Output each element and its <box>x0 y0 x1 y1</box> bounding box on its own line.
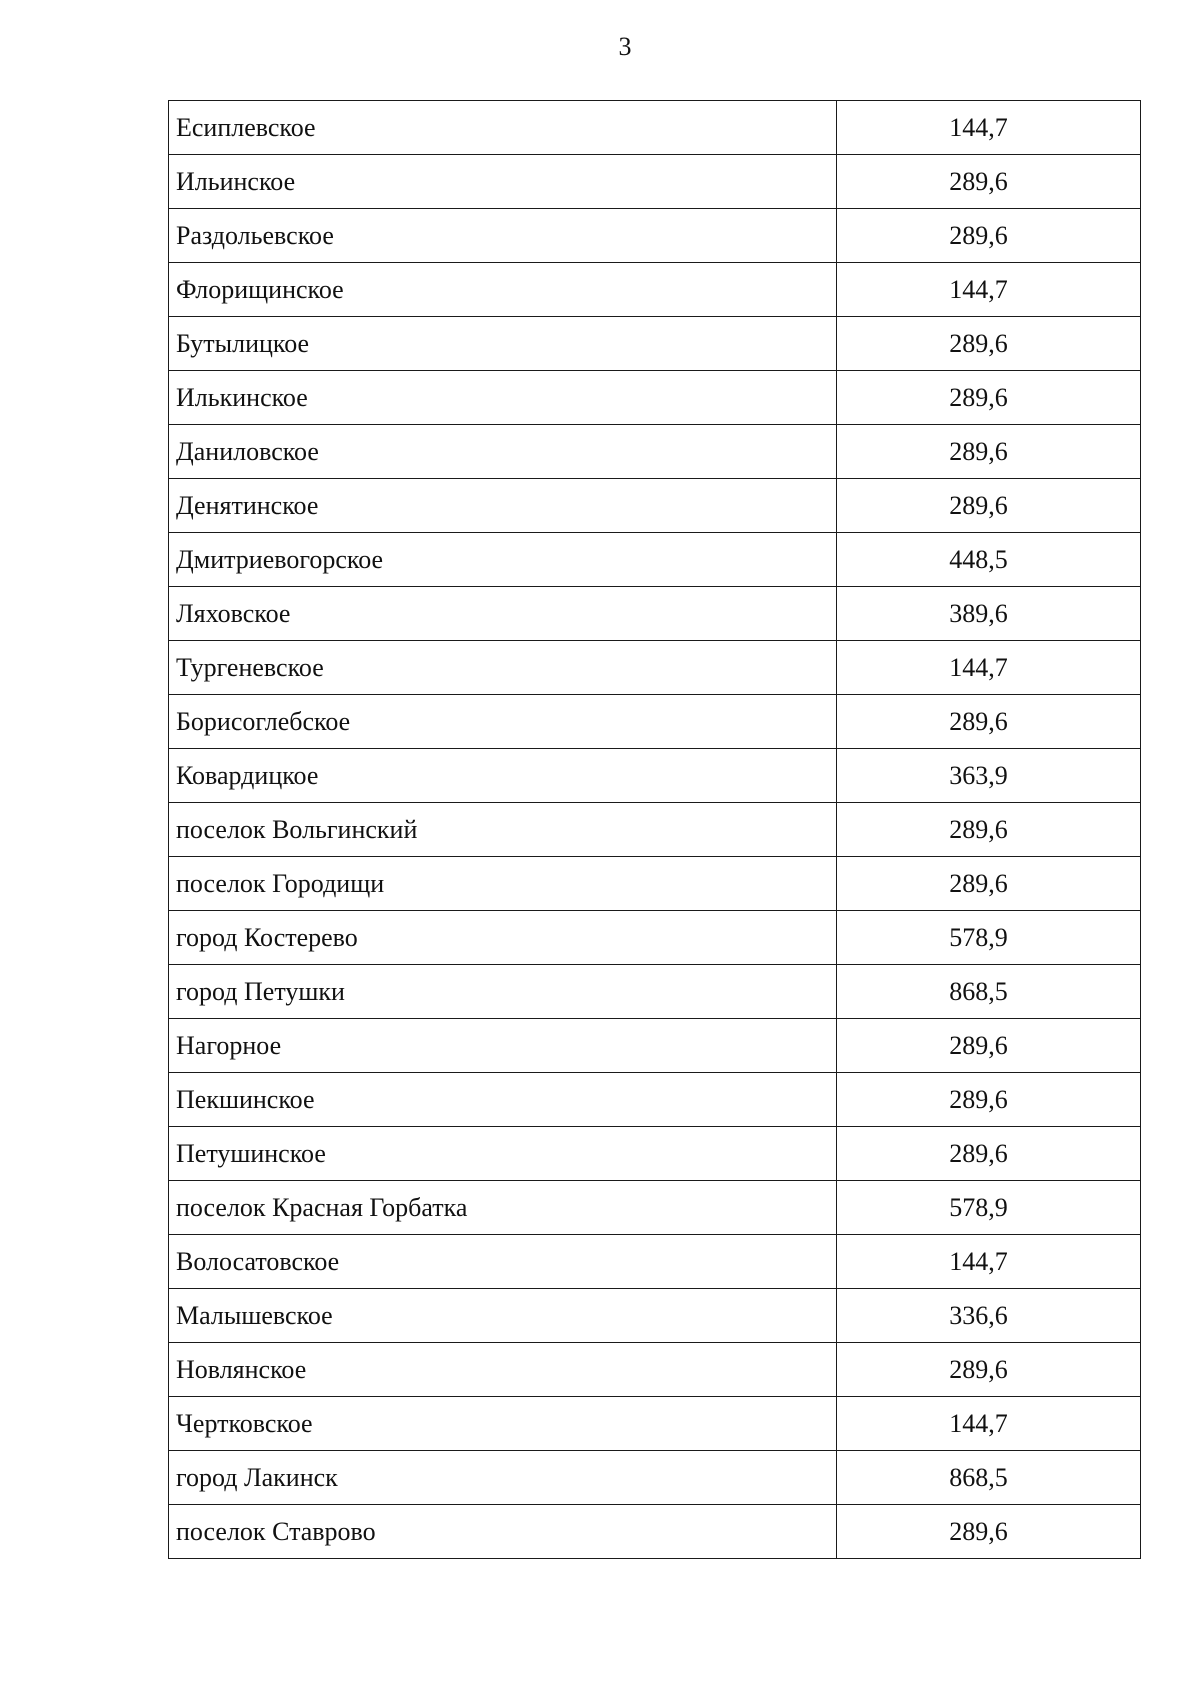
municipality-name-cell: Ляховское <box>169 587 837 641</box>
municipality-name-cell: Новлянское <box>169 1343 837 1397</box>
municipality-name-cell: поселок Красная Горбатка <box>169 1181 837 1235</box>
amount-value-cell: 289,6 <box>837 1073 1141 1127</box>
amount-value-cell: 578,9 <box>837 1181 1141 1235</box>
municipality-name-cell: поселок Вольгинский <box>169 803 837 857</box>
table-row <box>169 1397 1141 1451</box>
amount-value-cell: 289,6 <box>837 155 1141 209</box>
amount-value-cell: 289,6 <box>837 317 1141 371</box>
amount-value-cell: 289,6 <box>837 425 1141 479</box>
table-row <box>169 425 1141 479</box>
municipality-name-cell: город Костерево <box>169 911 837 965</box>
table-row <box>169 1505 1141 1559</box>
table-row <box>169 317 1141 371</box>
amount-value-cell: 336,6 <box>837 1289 1141 1343</box>
table-row <box>169 1343 1141 1397</box>
table-row <box>169 1451 1141 1505</box>
municipality-name-cell: Бутылицкое <box>169 317 837 371</box>
table-row <box>169 371 1141 425</box>
municipality-name-cell: город Петушки <box>169 965 837 1019</box>
amount-value-cell: 289,6 <box>837 1127 1141 1181</box>
amount-value-cell: 289,6 <box>837 479 1141 533</box>
municipality-name-cell: Илькинское <box>169 371 837 425</box>
municipality-name-cell: город Лакинск <box>169 1451 837 1505</box>
amount-value-cell: 144,7 <box>837 101 1141 155</box>
municipality-name-cell: Петушинское <box>169 1127 837 1181</box>
table-row <box>169 1289 1141 1343</box>
municipality-name-cell: Волосатовское <box>169 1235 837 1289</box>
amount-value-cell: 289,6 <box>837 1019 1141 1073</box>
table-row <box>169 1127 1141 1181</box>
table-row <box>169 1019 1141 1073</box>
amount-value-cell: 389,6 <box>837 587 1141 641</box>
amount-value-cell: 289,6 <box>837 209 1141 263</box>
amount-value-cell: 578,9 <box>837 911 1141 965</box>
amount-value-cell: 289,6 <box>837 371 1141 425</box>
table-row <box>169 857 1141 911</box>
municipality-name-cell: Ковардицкое <box>169 749 837 803</box>
amount-value-cell: 289,6 <box>837 1505 1141 1559</box>
table-row <box>169 209 1141 263</box>
amount-value-cell: 363,9 <box>837 749 1141 803</box>
table-row <box>169 641 1141 695</box>
table-row <box>169 101 1141 155</box>
table-row <box>169 263 1141 317</box>
municipality-name-cell: Даниловское <box>169 425 837 479</box>
table-row <box>169 155 1141 209</box>
municipality-name-cell: Дмитриевогорское <box>169 533 837 587</box>
table-row <box>169 695 1141 749</box>
page-number: 3 <box>618 32 632 61</box>
municipality-name-cell: Борисоглебское <box>169 695 837 749</box>
amount-value-cell: 289,6 <box>837 1343 1141 1397</box>
table-row <box>169 533 1141 587</box>
municipality-name-cell: Флорищинское <box>169 263 837 317</box>
amount-value-cell: 868,5 <box>837 1451 1141 1505</box>
amount-value-cell: 289,6 <box>837 857 1141 911</box>
table-row <box>169 911 1141 965</box>
table-row <box>169 587 1141 641</box>
amount-value-cell: 144,7 <box>837 1397 1141 1451</box>
municipality-name-cell: Есиплевское <box>169 101 837 155</box>
municipality-name-cell: поселок Городищи <box>169 857 837 911</box>
table-row <box>169 965 1141 1019</box>
table-row <box>169 803 1141 857</box>
table-row <box>169 1181 1141 1235</box>
municipality-name-cell: Ильинское <box>169 155 837 209</box>
municipality-name-cell: Тургеневское <box>169 641 837 695</box>
municipality-name-cell: Пекшинское <box>169 1073 837 1127</box>
municipality-name-cell: Раздольевское <box>169 209 837 263</box>
amount-value-cell: 144,7 <box>837 1235 1141 1289</box>
municipality-name-cell: Денятинское <box>169 479 837 533</box>
municipality-name-cell: поселок Ставрово <box>169 1505 837 1559</box>
amount-value-cell: 289,6 <box>837 803 1141 857</box>
municipality-name-cell: Нагорное <box>169 1019 837 1073</box>
amount-value-cell: 144,7 <box>837 641 1141 695</box>
amount-value-cell: 868,5 <box>837 965 1141 1019</box>
amount-value-cell: 144,7 <box>837 263 1141 317</box>
table-row <box>169 1073 1141 1127</box>
amount-value-cell: 448,5 <box>837 533 1141 587</box>
municipality-table <box>168 100 1141 1559</box>
table-row <box>169 1235 1141 1289</box>
municipality-name-cell: Малышевское <box>169 1289 837 1343</box>
table-row <box>169 749 1141 803</box>
amount-value-cell: 289,6 <box>837 695 1141 749</box>
table-row <box>169 479 1141 533</box>
municipality-name-cell: Чертковское <box>169 1397 837 1451</box>
table-body <box>169 101 1141 1559</box>
